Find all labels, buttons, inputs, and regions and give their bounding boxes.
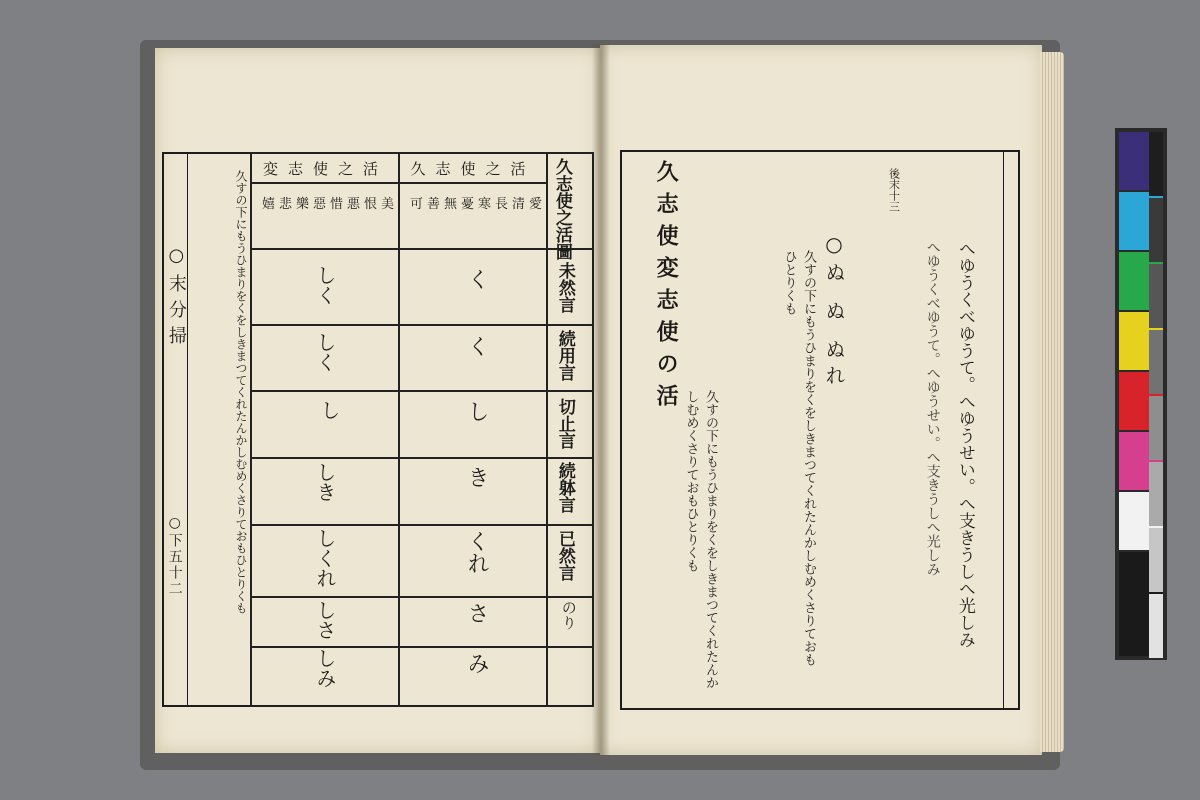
col2-cell-renyo: しく bbox=[313, 332, 337, 372]
col1-cell-rentai: き bbox=[464, 466, 490, 488]
row-label-nori: のり bbox=[559, 600, 578, 630]
right-sub-marks: ○ぬ ぬ ぬれ bbox=[822, 232, 846, 391]
right-body-column-4: 久すの下にもうひまりをくをしきまつてくれたんかしむめくさりておもひとりくも bbox=[683, 390, 718, 689]
color-calibration-chart bbox=[1115, 128, 1167, 660]
cursive-notes: 久すの下にもうひまりをくをしきまつてくれたんかしむめくさりておもひとりくも bbox=[234, 170, 248, 614]
col2-cell-sa: しさ bbox=[313, 600, 337, 640]
col2-cell-mi: しみ bbox=[313, 648, 337, 688]
right-body-column-1: へゆうくべゆうて。へゆうせい。へ支きうしへ光しみ bbox=[954, 240, 975, 648]
col1-cell-sa: さ bbox=[464, 602, 490, 624]
gray-step bbox=[1149, 330, 1163, 394]
page-edges bbox=[1040, 52, 1064, 752]
row-label-rentai: 続躰言 bbox=[554, 462, 575, 513]
conjugation-table bbox=[250, 152, 594, 707]
gray-step bbox=[1149, 264, 1163, 328]
left-margin-strip bbox=[162, 152, 188, 707]
book-gutter bbox=[592, 44, 610, 756]
col1-cell-mi: み bbox=[464, 652, 490, 674]
gray-step bbox=[1149, 132, 1163, 196]
row-label-shushi: 切止言 bbox=[554, 398, 575, 449]
row-label-title: 久志使之活圖 bbox=[551, 158, 572, 260]
row-label-renyo: 続用言 bbox=[554, 330, 575, 381]
gray-step bbox=[1149, 198, 1163, 262]
header-kanji-left: 嬉悲樂惡惜悪恨美 bbox=[261, 197, 398, 212]
right-body-column-2: へゆうくべゆうて。へゆうせい。へ支きうしへ光しみ bbox=[924, 240, 941, 576]
right-heading: 久志使変志使の活 bbox=[653, 160, 680, 416]
col1-cell-renyo: く bbox=[464, 335, 490, 357]
page-title-mark: ○末分掃 bbox=[165, 245, 187, 352]
gray-step bbox=[1149, 462, 1163, 526]
page-number: ○下五十二 bbox=[166, 515, 183, 597]
row-label-mizen: 未然言 bbox=[554, 262, 575, 313]
col2-cell-shushi: し bbox=[317, 400, 341, 420]
column-head-2: 変志使之活 bbox=[262, 160, 388, 178]
row-label-izen: 已然言 bbox=[554, 530, 575, 581]
col2-cell-izen: しくれ bbox=[313, 528, 337, 588]
col2-cell-mizen: しく bbox=[313, 265, 337, 305]
column-head-1: 久志使之活 bbox=[410, 160, 536, 178]
gray-step bbox=[1149, 528, 1163, 592]
gray-step bbox=[1149, 594, 1163, 658]
right-margin-note: 後末十三 bbox=[887, 168, 901, 212]
col1-cell-izen: くれ bbox=[464, 530, 490, 574]
col2-cell-rentai: しき bbox=[313, 462, 337, 502]
header-kanji-right: 可善無憂寒長清愛 bbox=[409, 197, 546, 212]
gray-step bbox=[1149, 396, 1163, 460]
col1-cell-shushi: し bbox=[464, 400, 490, 422]
right-body-column-3: 久すの下にもうひまりをくをしきまつてくれたんかしむめくさりておもひとりくも bbox=[781, 250, 816, 666]
col1-cell-mizen: く bbox=[464, 268, 490, 290]
